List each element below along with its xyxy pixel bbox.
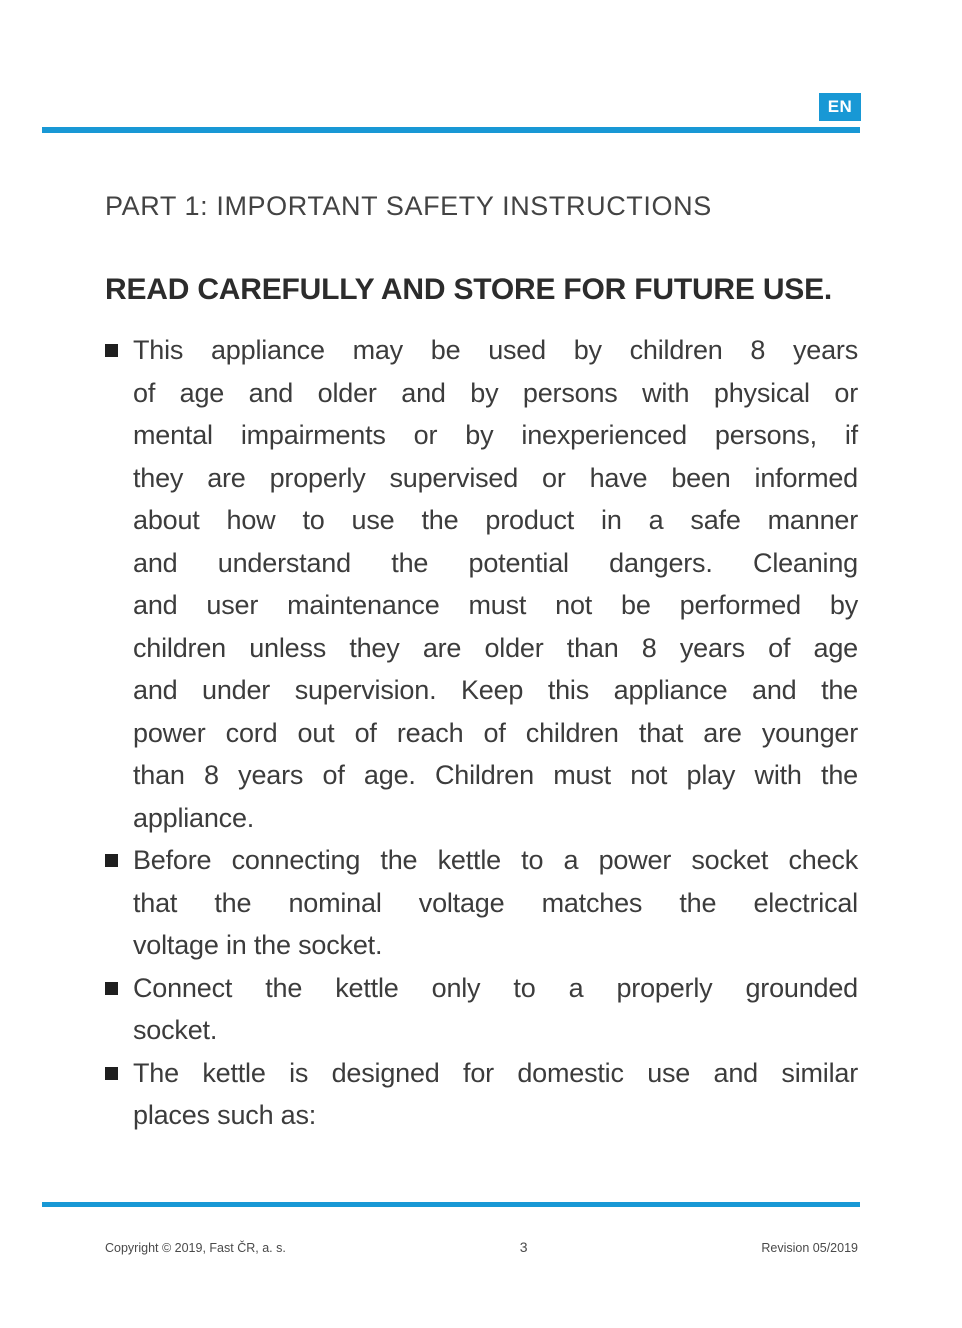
body-text-line: socket. [133, 1015, 218, 1045]
body-text-line: they are properly supervised or have been informed [133, 462, 858, 493]
body-text-line: and user maintenance must not be performed by [133, 590, 858, 620]
bullet-square-icon [105, 854, 118, 867]
body-text-line: that the nominal voltage matches the electrical [133, 887, 858, 918]
list-item [105, 967, 858, 1052]
body-text-line: appliance. [133, 802, 255, 833]
body-text-line: of age and older and by persons with physical or [133, 377, 858, 408]
subtitle: READ CAREFULLY AND STORE FOR FUTURE USE. [105, 273, 833, 306]
body-text-line: children unless they are older than 8 years of age [133, 632, 858, 663]
body-text-line: mental impairments or by inexperienced persons, if [133, 420, 858, 450]
language-badge: EN [819, 93, 861, 121]
body-text-line: and under supervision. Keep this appliance and the [133, 675, 858, 705]
list-item [105, 1052, 858, 1137]
page-number: 3 [519, 1239, 528, 1255]
body-text-line: voltage in the socket. [133, 930, 383, 960]
body-text-line: Connect the kettle only to a properly grounded [133, 972, 858, 1003]
body-text-line: This appliance may be used by children 8 years [133, 335, 858, 365]
body-text-line: The kettle is designed for domestic use and similar [133, 1057, 858, 1088]
page-footer [105, 1239, 858, 1255]
page-content [105, 190, 858, 1137]
body-text-line: than 8 years of age. Children must not play with the [133, 760, 858, 790]
body-text-line: places such as: [133, 1100, 317, 1130]
copyright-text: Copyright © 2019, Fast ČR, a. s. [105, 1241, 286, 1255]
revision-text: Revision 05/2019 [761, 1241, 858, 1255]
bullet-square-icon [105, 1067, 118, 1080]
section-title: PART 1: IMPORTANT SAFETY INSTRUCTIONS [105, 191, 712, 221]
safety-list [105, 329, 858, 1137]
bullet-square-icon [105, 344, 118, 357]
body-text-line: Before connecting the kettle to a power socket check [133, 845, 858, 875]
footer-divider [42, 1202, 860, 1207]
list-item [105, 329, 858, 839]
list-item [105, 839, 858, 967]
header-divider [42, 127, 860, 133]
body-text-line: and understand the potential dangers. Cleaning [133, 547, 858, 578]
body-text-line: about how to use the product in a safe manner [133, 505, 858, 535]
body-text-line: power cord out of reach of children that are younger [133, 717, 858, 748]
bullet-square-icon [105, 982, 118, 995]
